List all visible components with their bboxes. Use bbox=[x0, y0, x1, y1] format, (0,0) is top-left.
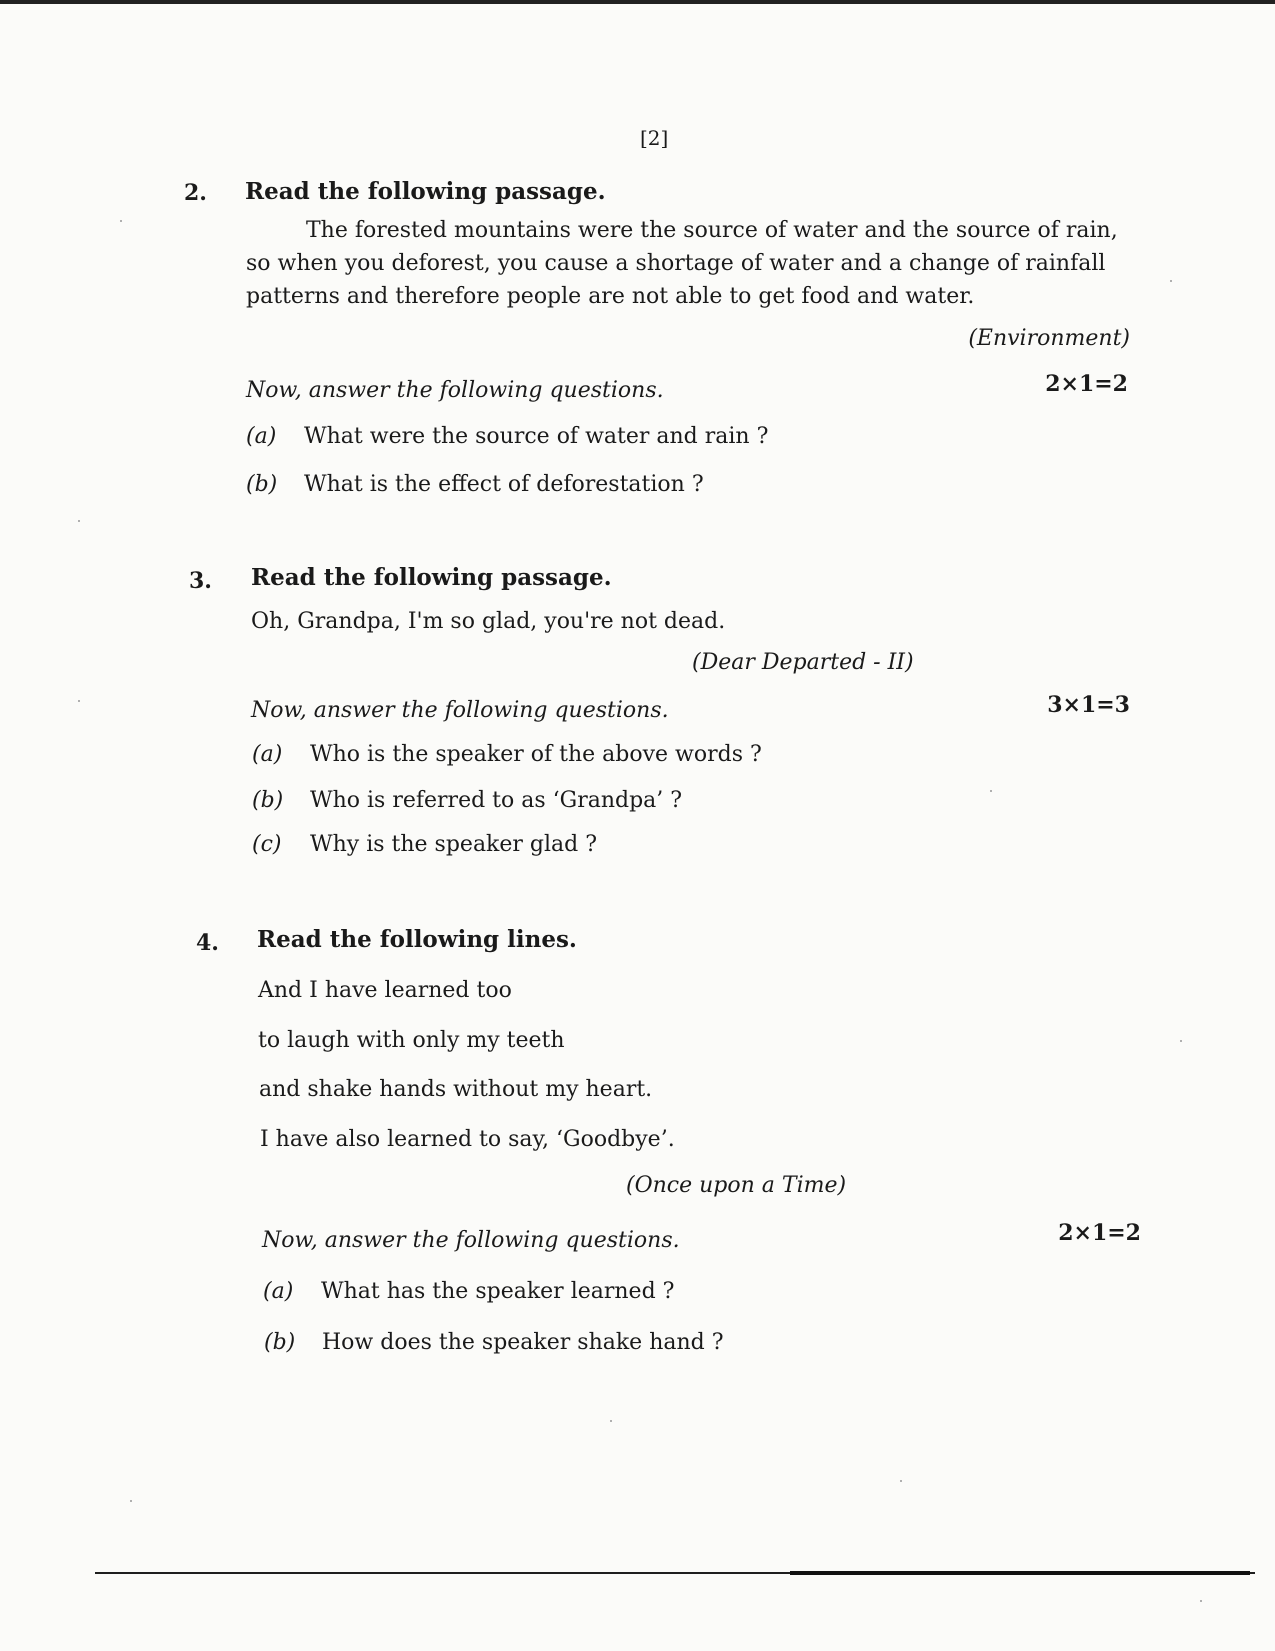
subquestion-text: How does the speaker shake hand ? bbox=[322, 1330, 724, 1355]
subquestion-text: What has the speaker learned ? bbox=[321, 1279, 675, 1304]
subquestion-text: Why is the speaker glad ? bbox=[310, 832, 598, 857]
question-number: 4. bbox=[196, 930, 219, 956]
question-heading: Read the following passage. bbox=[251, 564, 612, 591]
passage-text: Oh, Grandpa, I'm so glad, you're not dead. bbox=[251, 609, 726, 634]
subquestion-label: (a) bbox=[252, 742, 283, 767]
subquestion-b bbox=[264, 1330, 724, 1356]
bottom-border-rule-thick bbox=[790, 1571, 1250, 1575]
subquestion-text: Who is the speaker of the above words ? bbox=[310, 742, 762, 767]
passage-source: (Environment) bbox=[968, 326, 1130, 351]
instruction-text: Now, answer the following questions. bbox=[251, 698, 669, 723]
subquestion-text: What is the effect of deforestation ? bbox=[304, 472, 704, 497]
subquestion-text: Who is referred to as ‘Grandpa’ ? bbox=[310, 788, 683, 813]
subquestion-a bbox=[246, 424, 768, 450]
passage-text: The forested mountains were the source of water and the source of rain, so when you deforest, you cause a shortage of water and a change of rainfall patterns and therefore people are not able to get food and water. bbox=[246, 218, 1118, 309]
poem-line: I have also learned to say, ‘Goodbye’. bbox=[260, 1127, 675, 1152]
poem-source: (Once upon a Time) bbox=[626, 1173, 847, 1198]
subquestion-text: What were the source of water and rain ? bbox=[304, 424, 769, 449]
poem-line: to laugh with only my teeth bbox=[258, 1028, 565, 1053]
subquestion-b bbox=[252, 788, 682, 814]
subquestion-label: (a) bbox=[263, 1279, 294, 1304]
subquestion-label: (b) bbox=[246, 472, 278, 497]
question-heading: Read the following passage. bbox=[245, 178, 606, 205]
marks-label: 2×1=2 bbox=[1045, 371, 1128, 397]
marks-label: 2×1=2 bbox=[1058, 1220, 1141, 1246]
subquestion-label: (c) bbox=[252, 832, 282, 857]
question-heading: Read the following lines. bbox=[257, 926, 577, 953]
poem-line: And I have learned too bbox=[258, 978, 512, 1003]
question-number: 2. bbox=[184, 180, 207, 206]
top-border-rule bbox=[0, 0, 1275, 4]
subquestion-a bbox=[252, 742, 762, 768]
page-number: [2] bbox=[640, 126, 669, 150]
passage-source: (Dear Departed - II) bbox=[692, 650, 914, 675]
subquestion-label: (a) bbox=[246, 424, 277, 449]
subquestion-b bbox=[246, 472, 704, 498]
instruction-text: Now, answer the following questions. bbox=[262, 1228, 680, 1253]
marks-label: 3×1=3 bbox=[1047, 692, 1130, 718]
subquestion-label: (b) bbox=[252, 788, 284, 813]
subquestion-label: (b) bbox=[264, 1330, 296, 1355]
question-number: 3. bbox=[189, 568, 212, 594]
poem-line: and shake hands without my heart. bbox=[259, 1077, 653, 1102]
subquestion-c bbox=[252, 832, 597, 858]
instruction-text: Now, answer the following questions. bbox=[246, 378, 664, 403]
subquestion-a bbox=[263, 1279, 674, 1305]
